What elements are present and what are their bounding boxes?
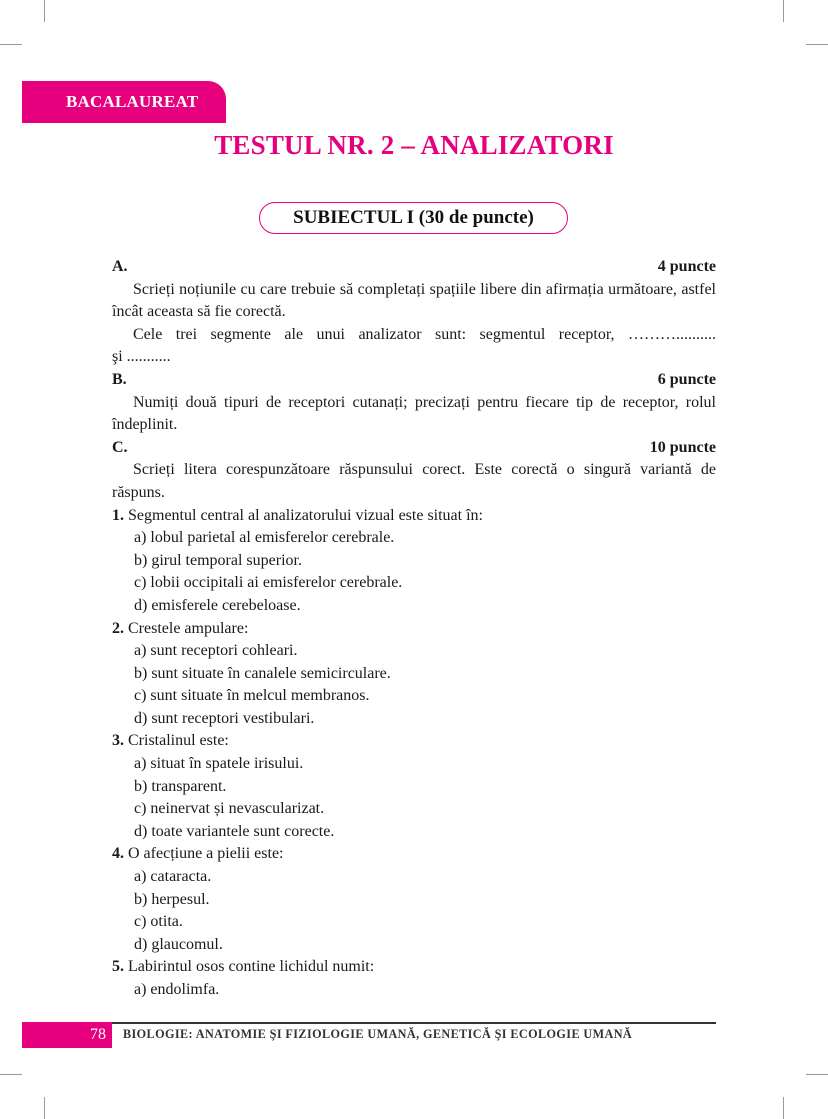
- section-a-sentence-end: şi ...........: [112, 348, 171, 366]
- section-a-sentence: Cele trei segmente ale unui analizator sunt: segmentul receptor, ………..........: [133, 325, 716, 343]
- crop-mark: [806, 44, 828, 45]
- section-points: 10 puncte: [649, 438, 716, 456]
- section-points: 4 puncte: [657, 258, 716, 275]
- section-b-instruction: Numiți două tipuri de receptori cutanați; precizați pentru fiecare tip de receptor, rolul îndeplinit.: [112, 393, 716, 434]
- question-text: Crestele ampulare:: [128, 619, 249, 637]
- crop-mark: [783, 1097, 784, 1119]
- answer-option: b) girul temporal superior.: [134, 551, 302, 569]
- section-a-header: [112, 256, 716, 279]
- section-b-header: [112, 369, 716, 392]
- footer-title: BIOLOGIE: ANATOMIE ŞI FIZIOLOGIE UMANĂ, GENETICĂ ŞI ECOLOGIE UMANĂ: [123, 1027, 633, 1041]
- page-title: TESTUL NR. 2 – ANALIZATORI: [214, 130, 614, 160]
- subject-heading: SUBIECTUL I (30 de puncte): [259, 202, 568, 234]
- question-number: 4.: [112, 845, 124, 863]
- section-badge: BACALAUREAT: [22, 81, 226, 123]
- answer-option: a) sunt receptori cohleari.: [134, 642, 298, 660]
- question-number: 1.: [112, 506, 124, 524]
- answer-option: c) lobii occipitali ai emisferelor cerebrale.: [134, 574, 403, 592]
- answer-option: c) neinervat și nevascularizat.: [134, 800, 325, 818]
- answer-option: d) glaucomul.: [134, 935, 223, 953]
- answer-option: d) emisferele cerebeloase.: [134, 596, 301, 614]
- question-number: 5.: [112, 958, 124, 976]
- crop-mark: [0, 1074, 22, 1075]
- question-text: Cristalinul este:: [128, 732, 229, 750]
- crop-mark: [783, 0, 784, 22]
- section-letter: C.: [112, 438, 128, 456]
- answer-option: a) lobul parietal al emisferelor cerebrale.: [134, 529, 395, 547]
- question-text: Labirintul osos contine lichidul numit:: [128, 958, 375, 976]
- section-letter: A.: [112, 258, 128, 275]
- question-5: [112, 956, 716, 1001]
- question-1: [112, 505, 716, 618]
- page-footer: [22, 1022, 716, 1048]
- section-c-header: [112, 437, 716, 460]
- answer-option: b) transparent.: [134, 777, 227, 795]
- question-number: 2.: [112, 619, 124, 637]
- question-text: O afecțiune a pielii este:: [128, 845, 284, 863]
- crop-mark: [44, 1097, 45, 1119]
- answer-option: a) endolimfa.: [134, 981, 220, 998]
- answer-option: b) herpesul.: [134, 890, 210, 908]
- question-number: 3.: [112, 732, 124, 750]
- crop-mark: [0, 44, 22, 45]
- crop-mark: [806, 1074, 828, 1075]
- section-points: 6 puncte: [657, 370, 716, 388]
- answer-option: b) sunt situate în canalele semicirculare.: [134, 664, 391, 682]
- answer-option: c) sunt situate în melcul membranos.: [134, 687, 370, 705]
- footer-rule: [112, 1022, 716, 1024]
- answer-option: a) situat în spatele irisului.: [134, 755, 304, 773]
- answer-option: c) otita.: [134, 913, 183, 931]
- answer-option: d) toate variantele sunt corecte.: [134, 822, 335, 840]
- section-c-instruction: Scrieți litera corespunzătoare răspunsului corect. Este corectă o singură variantă de răspuns.: [112, 461, 716, 501]
- crop-mark: [44, 0, 45, 22]
- question-text: Segmentul central al analizatorului vizual este situat în:: [128, 506, 483, 524]
- section-letter: B.: [112, 370, 127, 388]
- page-number: 78: [22, 1022, 112, 1048]
- section-a-instruction: Scrieți noțiunile cu care trebuie să completați spațiile libere din afirmația următoare, astfel încât aceasta să fie corectă.: [112, 280, 716, 321]
- question-4: [112, 843, 716, 956]
- answer-option: d) sunt receptori vestibulari.: [134, 709, 315, 727]
- question-2: [112, 618, 716, 731]
- test-content: [112, 256, 716, 1002]
- question-3: [112, 730, 716, 843]
- answer-option: a) cataracta.: [134, 868, 212, 886]
